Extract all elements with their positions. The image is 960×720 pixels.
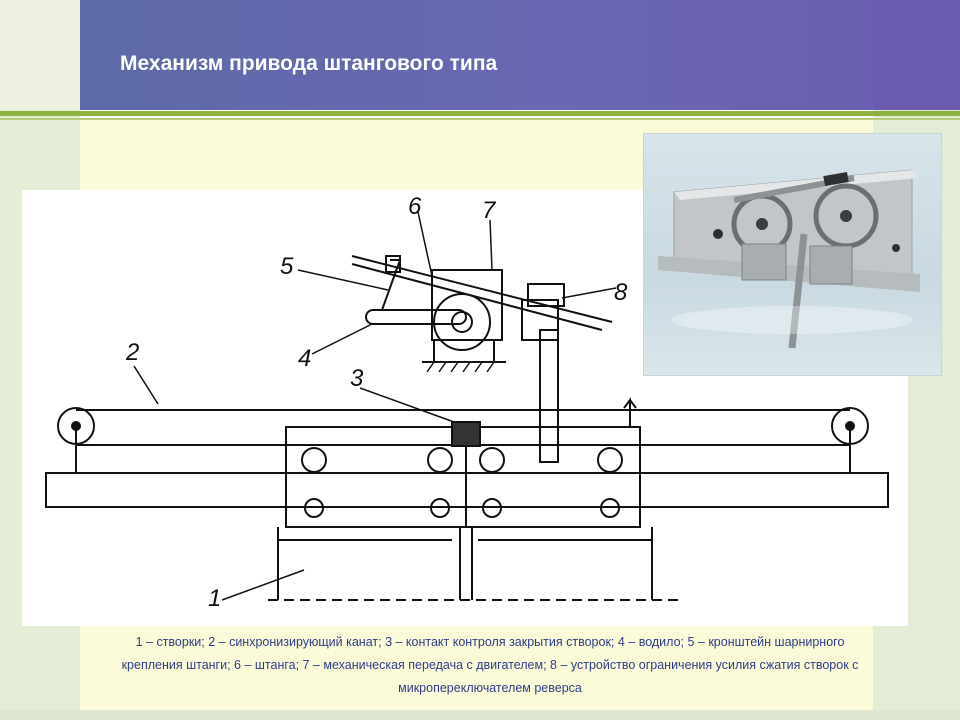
- leader-8: [562, 288, 616, 298]
- drawing-label-4: 4: [298, 345, 312, 372]
- leader-5: [298, 270, 388, 290]
- photo-fastener: [713, 229, 723, 239]
- right-hub: [840, 210, 852, 222]
- ground-hatch: [427, 362, 494, 372]
- roller: [428, 448, 452, 472]
- vertical-rod: [540, 330, 558, 462]
- door-leaves-outline: [278, 527, 652, 600]
- leader-2: [134, 366, 158, 404]
- header-right-strip: [873, 0, 960, 110]
- roller: [480, 448, 504, 472]
- drawing-label-3: 3: [350, 365, 364, 392]
- rod: [352, 256, 612, 322]
- drawing-label-8: 8: [614, 279, 628, 306]
- drive-hub: [452, 312, 472, 332]
- slide-title: Механизм привода штангового типа: [120, 52, 498, 75]
- drawing-label-6: 6: [408, 193, 422, 220]
- drive-wheel: [434, 294, 490, 350]
- header-divider-thin: [0, 118, 960, 120]
- header-left-strip: [0, 0, 80, 110]
- mechanism-photo-svg: [644, 134, 941, 375]
- drawing-label-5: 5: [280, 253, 294, 280]
- stop-mark: [624, 400, 636, 428]
- roller: [598, 448, 622, 472]
- photo-reflection: [672, 306, 912, 334]
- leader-3: [360, 388, 454, 422]
- bottom-bar: [0, 710, 960, 720]
- leader-1: [222, 570, 304, 600]
- header-divider: [0, 111, 960, 116]
- drawing-label-1: 1: [208, 585, 222, 612]
- leader-7: [490, 220, 492, 270]
- leader-6: [418, 212, 432, 276]
- carrier-arm: [366, 310, 466, 324]
- drawing-label-2: 2: [126, 339, 140, 366]
- roller: [302, 448, 326, 472]
- closing-contact: [452, 422, 480, 446]
- leader-4: [312, 324, 372, 354]
- photo-bracket: [742, 244, 786, 280]
- drawing-label-7: 7: [482, 197, 496, 224]
- left-hub: [756, 218, 768, 230]
- photo-bracket: [810, 246, 852, 284]
- photo-fastener: [892, 244, 900, 252]
- mechanism-photo: [643, 133, 942, 376]
- figure-caption: 1 – створки; 2 – синхронизирующий канат; 3 – контакт контроля закрытия створок; 4 – водило; 5 – кронштейн шарнирного крепления штанги; 6 – штанга; 7 – механическая передача с двигателем; 8 – устройство ограничения усилия сжатия створок с микропереключателем реверса: [121, 635, 859, 695]
